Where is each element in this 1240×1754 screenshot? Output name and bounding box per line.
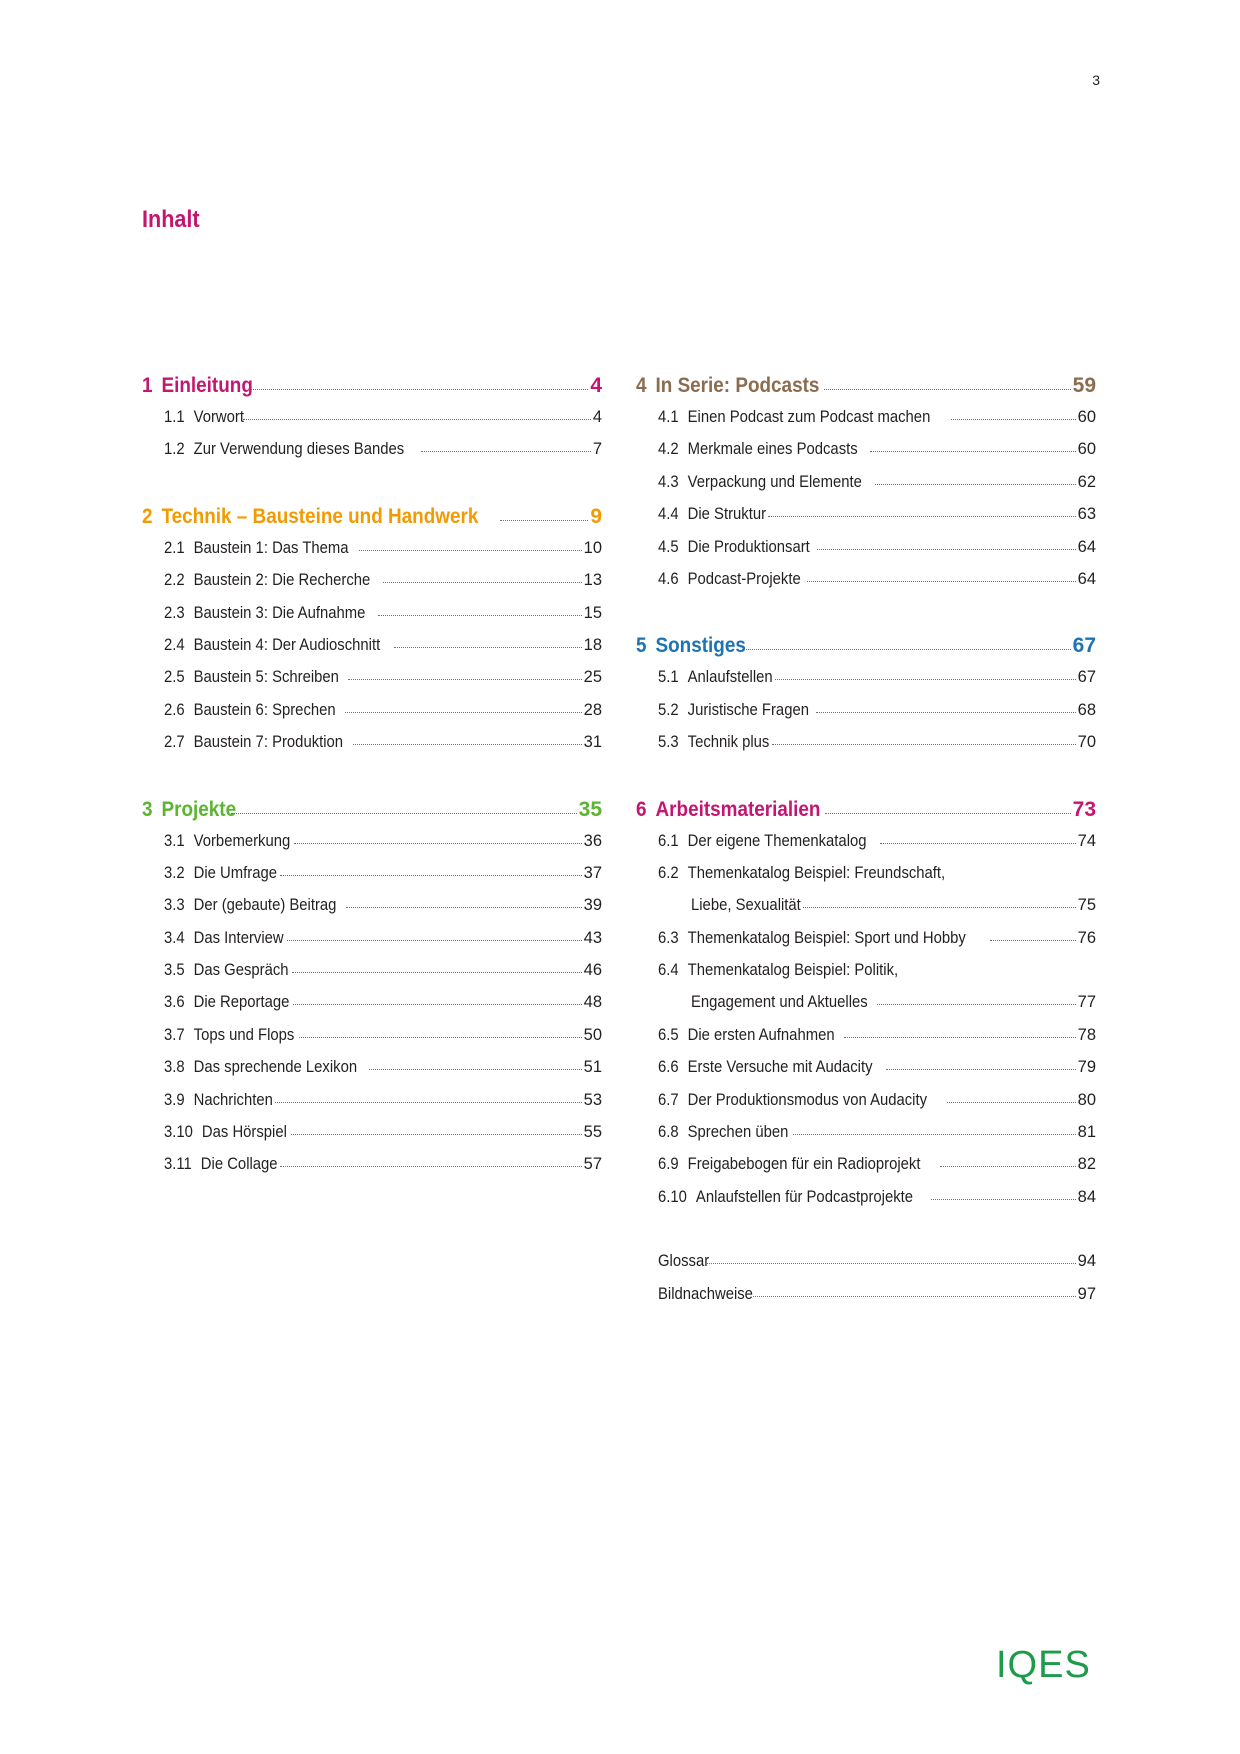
dot-leader xyxy=(816,712,1076,713)
entry-number: 6.2 xyxy=(658,863,679,882)
entry-number: 2.6 xyxy=(164,700,185,719)
entry-label xyxy=(164,929,284,948)
section-title: Projekte xyxy=(161,797,237,821)
section-number: 2 xyxy=(142,504,153,528)
entry-title: Glossar xyxy=(658,1252,710,1271)
dot-leader xyxy=(705,1263,1076,1264)
entry-label xyxy=(658,668,773,687)
entry-page: 25 xyxy=(583,668,602,687)
entry-number: 3.3 xyxy=(164,896,185,915)
toc-entry[interactable] xyxy=(636,570,1096,602)
entry-number: 1.2 xyxy=(164,440,185,459)
entry-label xyxy=(658,701,809,720)
entry-number: 3.10 xyxy=(164,1123,193,1142)
entry-number: 6.9 xyxy=(658,1155,679,1174)
entry-label xyxy=(658,538,810,557)
toc-entry-continuation[interactable] xyxy=(636,896,1096,928)
entry-title: Die ersten Aufnahmen xyxy=(687,1025,835,1044)
entry-page: 4 xyxy=(592,408,602,426)
toc-section-s3[interactable] xyxy=(142,798,602,832)
dot-leader xyxy=(359,550,582,551)
entry-page: 36 xyxy=(583,831,602,850)
entry-number: 6.5 xyxy=(658,1025,679,1044)
entry-page: 77 xyxy=(1077,993,1096,1012)
entry-page: 57 xyxy=(583,1155,602,1174)
dot-leader xyxy=(346,907,582,908)
entry-page: 60 xyxy=(1077,440,1096,459)
entry-title: Merkmale eines Podcasts xyxy=(687,440,858,459)
section-title: Technik – Bausteine und Handwerk xyxy=(161,504,479,528)
toc-entry[interactable] xyxy=(636,1123,1096,1155)
entry-title: Zur Verwendung dieses Bandes xyxy=(193,440,405,459)
dot-leader xyxy=(803,907,1076,908)
dot-leader xyxy=(931,1199,1075,1200)
dot-leader xyxy=(824,389,1071,390)
entry-title: Nachrichten xyxy=(193,1090,273,1109)
entry-number: 6.6 xyxy=(658,1058,679,1077)
entry-title: Das Interview xyxy=(193,928,284,947)
section-title: In Serie: Podcasts xyxy=(655,374,820,397)
section-title: Sonstiges xyxy=(655,634,746,658)
entry-label xyxy=(658,1026,835,1045)
entry-label xyxy=(164,961,289,980)
toc-entry[interactable] xyxy=(636,1091,1096,1123)
dot-leader xyxy=(243,419,591,420)
toc-entry[interactable] xyxy=(142,1026,602,1058)
dot-leader xyxy=(378,615,582,616)
entry-page: 46 xyxy=(583,961,602,980)
entry-number: 4.1 xyxy=(658,408,679,426)
toc-entry[interactable] xyxy=(142,701,602,733)
entry-label xyxy=(658,1091,927,1110)
iqes-logo: IQES xyxy=(996,1644,1091,1686)
entry-label xyxy=(164,440,404,459)
entry-number: 3.4 xyxy=(164,928,185,947)
entry-number: 2.3 xyxy=(164,603,185,622)
dot-leader xyxy=(951,419,1076,420)
toc-entry[interactable] xyxy=(142,668,602,700)
entry-label xyxy=(164,1091,273,1110)
toc-entry[interactable] xyxy=(142,896,602,928)
entry-label xyxy=(691,896,801,915)
entry-page: 53 xyxy=(583,1090,602,1109)
entry-title: Der (gebaute) Beitrag xyxy=(193,896,337,915)
entry-page: 63 xyxy=(1077,505,1096,524)
entry-label xyxy=(164,408,244,427)
entry-page: 62 xyxy=(1077,472,1096,491)
entry-number: 6.10 xyxy=(658,1187,687,1206)
toc-entry[interactable] xyxy=(142,832,602,864)
dot-leader xyxy=(775,679,1075,680)
toc-entry[interactable] xyxy=(636,473,1096,505)
dot-leader xyxy=(280,875,582,876)
entry-title: Erste Versuche mit Audacity xyxy=(687,1058,873,1077)
entry-number: 3.11 xyxy=(164,1155,192,1174)
entry-label xyxy=(164,896,336,915)
entry-page: 31 xyxy=(583,733,602,752)
toc-entry[interactable] xyxy=(636,929,1096,961)
entry-label xyxy=(658,440,858,459)
toc-right-column xyxy=(636,374,1096,1317)
entry-number: 3.5 xyxy=(164,961,185,980)
entry-page: 79 xyxy=(1077,1058,1096,1077)
toc-entry[interactable] xyxy=(636,733,1096,765)
entry-label xyxy=(164,993,289,1012)
entry-page: 75 xyxy=(1077,896,1096,915)
entry-label xyxy=(658,505,766,524)
section-heading xyxy=(142,374,253,398)
entry-number: 3.7 xyxy=(164,1025,185,1044)
dot-leader xyxy=(793,1134,1076,1135)
entry-page: 43 xyxy=(583,928,602,947)
section-heading xyxy=(142,505,478,529)
entry-title: Verpackung und Elemente xyxy=(687,472,862,491)
entry-page: 84 xyxy=(1077,1187,1096,1206)
dot-leader xyxy=(299,1037,582,1038)
entry-title: Die Produktionsart xyxy=(687,537,810,556)
entry-label xyxy=(658,473,862,492)
entry-page: 60 xyxy=(1077,408,1096,426)
section-number: 6 xyxy=(636,797,647,821)
entry-title: Das Hörspiel xyxy=(201,1123,287,1142)
dot-leader xyxy=(287,940,582,941)
dot-leader xyxy=(500,520,589,521)
entry-label xyxy=(164,1123,287,1142)
entry-page: 78 xyxy=(1077,1025,1096,1044)
entry-page: 55 xyxy=(583,1123,602,1142)
entry-number: 4.6 xyxy=(658,569,679,588)
entry-title: Baustein 6: Sprechen xyxy=(193,700,336,719)
page-number: 3 xyxy=(1092,72,1100,88)
dot-leader xyxy=(742,649,1071,650)
section-title: Arbeitsmaterialien xyxy=(655,797,821,821)
toc-entry[interactable] xyxy=(142,864,602,896)
dot-leader xyxy=(348,679,581,680)
entry-label xyxy=(658,733,769,752)
dot-leader xyxy=(249,389,588,390)
toc-entry[interactable] xyxy=(142,1123,602,1155)
entry-page: 51 xyxy=(583,1058,602,1077)
entry-title-continued: Liebe, Sexualität xyxy=(691,896,801,915)
dot-leader xyxy=(940,1166,1076,1167)
section-number: 3 xyxy=(142,797,153,821)
dot-leader xyxy=(292,972,581,973)
dot-leader xyxy=(275,1102,582,1103)
toc-entry[interactable] xyxy=(142,440,602,472)
toc-entry[interactable] xyxy=(636,1188,1096,1220)
entry-page: 10 xyxy=(583,538,602,557)
entry-number: 2.1 xyxy=(164,538,185,557)
toc-entry[interactable] xyxy=(142,1155,602,1187)
entry-label xyxy=(164,1058,357,1077)
toc-entry[interactable] xyxy=(636,440,1096,472)
entry-title: Tops und Flops xyxy=(193,1025,295,1044)
entry-page: 37 xyxy=(583,863,602,882)
entry-number: 6.1 xyxy=(658,831,679,850)
entry-page: 67 xyxy=(1077,668,1096,687)
entry-number: 4.2 xyxy=(658,440,679,459)
entry-title: Die Umfrage xyxy=(193,863,278,882)
page-title: Inhalt xyxy=(142,206,200,233)
entry-title: Baustein 3: Die Aufnahme xyxy=(193,603,366,622)
toc-entry[interactable] xyxy=(142,1091,602,1123)
toc-section-s5[interactable] xyxy=(636,634,1096,668)
entry-label xyxy=(658,1252,709,1271)
toc-section-s1[interactable] xyxy=(142,374,602,408)
toc-entry[interactable] xyxy=(142,929,602,961)
entry-number: 3.6 xyxy=(164,993,185,1012)
entry-page: 76 xyxy=(1077,928,1096,947)
entry-title: Der Produktionsmodus von Audacity xyxy=(687,1090,928,1109)
entry-label xyxy=(164,539,349,558)
dot-leader xyxy=(870,451,1076,452)
entry-number: 2.2 xyxy=(164,571,185,590)
toc-entry[interactable] xyxy=(142,571,602,603)
entry-label xyxy=(164,604,365,623)
entry-label xyxy=(658,1155,920,1174)
entry-page: 97 xyxy=(1077,1284,1096,1303)
toc-entry[interactable] xyxy=(636,832,1096,864)
entry-page: 50 xyxy=(583,1025,602,1044)
dot-leader xyxy=(947,1102,1076,1103)
toc-left-column xyxy=(142,374,602,1188)
entry-title: Bildnachweise xyxy=(658,1284,753,1303)
toc-extra-entry[interactable] xyxy=(636,1252,1096,1284)
entry-page: 39 xyxy=(583,896,602,915)
dot-leader xyxy=(886,1069,1075,1070)
toc-section-s2[interactable] xyxy=(142,505,602,539)
dot-leader xyxy=(394,647,581,648)
entry-page: 82 xyxy=(1077,1155,1096,1174)
section-heading xyxy=(636,374,819,398)
entry-title: Sprechen üben xyxy=(687,1123,789,1142)
toc-entry[interactable] xyxy=(142,604,602,636)
dot-leader xyxy=(772,744,1076,745)
entry-number: 2.7 xyxy=(164,733,185,752)
entry-number: 2.4 xyxy=(164,635,185,654)
entry-page: 64 xyxy=(1077,569,1096,588)
entry-title: Themenkatalog Beispiel: Sport und Hobby xyxy=(687,928,966,947)
dot-leader xyxy=(875,484,1076,485)
entry-page: 28 xyxy=(583,700,602,719)
entry-title: Baustein 5: Schreiben xyxy=(193,668,339,687)
dot-leader xyxy=(291,1134,582,1135)
dot-leader xyxy=(880,843,1076,844)
dot-leader xyxy=(353,744,582,745)
toc-entry[interactable] xyxy=(142,408,602,440)
entry-label xyxy=(164,1026,294,1045)
dot-leader xyxy=(421,451,591,452)
section-heading xyxy=(636,798,820,822)
toc-entry[interactable] xyxy=(636,961,1096,993)
section-number: 5 xyxy=(636,634,647,658)
section-spacer xyxy=(636,602,1096,634)
entry-number: 1.1 xyxy=(164,408,185,426)
entry-title: Anlaufstellen xyxy=(687,668,773,687)
section-spacer xyxy=(142,473,602,505)
entry-label xyxy=(658,570,801,589)
entry-title: Die Struktur xyxy=(687,505,767,524)
dot-leader xyxy=(817,549,1076,550)
entry-number: 5.1 xyxy=(658,668,679,687)
entry-title: Vorwort xyxy=(193,408,244,426)
dot-leader xyxy=(877,1004,1075,1005)
section-page: 9 xyxy=(590,504,602,528)
entry-number: 2.5 xyxy=(164,668,185,687)
entry-page: 48 xyxy=(583,993,602,1012)
entry-number: 6.8 xyxy=(658,1123,679,1142)
entry-title: Themenkatalog Beispiel: Freundschaft, xyxy=(687,863,946,882)
entry-number: 4.5 xyxy=(658,537,679,556)
toc-entry[interactable] xyxy=(636,538,1096,570)
toc-entry[interactable] xyxy=(636,1058,1096,1090)
entry-label xyxy=(164,864,277,883)
entry-page: 68 xyxy=(1077,700,1096,719)
entry-title: Das Gespräch xyxy=(193,961,289,980)
entry-page: 74 xyxy=(1077,831,1096,850)
entry-number: 3.2 xyxy=(164,863,185,882)
toc-section-s6[interactable] xyxy=(636,798,1096,832)
section-page: 67 xyxy=(1072,634,1096,658)
section-heading xyxy=(142,798,236,822)
toc-entry[interactable] xyxy=(636,1026,1096,1058)
dot-leader xyxy=(807,581,1076,582)
entry-label xyxy=(691,993,868,1012)
toc-entry[interactable] xyxy=(636,668,1096,700)
toc-entry[interactable] xyxy=(636,1155,1096,1187)
section-spacer xyxy=(142,766,602,798)
entry-page: 81 xyxy=(1077,1123,1096,1142)
entry-page: 15 xyxy=(583,603,602,622)
entry-label xyxy=(164,701,336,720)
entry-number: 3.9 xyxy=(164,1090,185,1109)
entry-title: Baustein 4: Der Audioschnitt xyxy=(193,635,381,654)
entry-number: 3.8 xyxy=(164,1058,185,1077)
entry-label xyxy=(658,1123,788,1142)
section-page: 59 xyxy=(1072,374,1096,397)
toc-entry[interactable] xyxy=(142,1058,602,1090)
entry-title: Podcast-Projekte xyxy=(687,569,801,588)
section-number: 1 xyxy=(142,374,153,397)
entry-number: 4.3 xyxy=(658,472,679,491)
entry-title: Einen Podcast zum Podcast machen xyxy=(687,408,931,426)
entry-label xyxy=(658,1188,913,1207)
entry-label xyxy=(658,408,930,427)
section-number: 4 xyxy=(636,374,647,397)
entry-label xyxy=(658,1058,873,1077)
toc-entry[interactable] xyxy=(142,733,602,765)
section-heading xyxy=(636,634,746,658)
toc-entry[interactable] xyxy=(142,539,602,571)
dot-leader xyxy=(231,813,577,814)
dot-leader xyxy=(293,1004,581,1005)
entry-title-continued: Engagement und Aktuelles xyxy=(691,993,868,1012)
entry-title: Baustein 1: Das Thema xyxy=(193,538,349,557)
entry-title: Vorbemerkung xyxy=(193,831,291,850)
toc-entry[interactable] xyxy=(142,636,602,668)
entry-number: 6.4 xyxy=(658,961,679,980)
dot-leader xyxy=(383,582,581,583)
entry-number: 6.7 xyxy=(658,1090,679,1109)
dot-leader xyxy=(990,940,1076,941)
entry-title: Baustein 2: Die Recherche xyxy=(193,571,371,590)
entry-label xyxy=(164,832,290,851)
entry-title: Der eigene Themenkatalog xyxy=(687,831,867,850)
section-spacer xyxy=(636,766,1096,798)
entry-label xyxy=(658,1285,753,1304)
dot-leader xyxy=(280,1166,581,1167)
entry-label xyxy=(658,961,898,980)
entry-page: 70 xyxy=(1077,733,1096,752)
toc-entry-continuation[interactable] xyxy=(636,993,1096,1025)
dot-leader xyxy=(753,1296,1075,1297)
entry-title: Freigabebogen für ein Radioprojekt xyxy=(687,1155,921,1174)
entry-page: 94 xyxy=(1077,1252,1096,1271)
entry-number: 5.3 xyxy=(658,733,679,752)
entry-title: Juristische Fragen xyxy=(687,700,809,719)
entry-page: 80 xyxy=(1077,1090,1096,1109)
entry-title: Technik plus xyxy=(687,733,770,752)
entry-title: Anlaufstellen für Podcastprojekte xyxy=(695,1187,914,1206)
dot-leader xyxy=(345,712,582,713)
toc-entry[interactable] xyxy=(142,993,602,1025)
entry-label xyxy=(658,832,867,851)
dot-leader xyxy=(369,1069,582,1070)
entry-number: 6.3 xyxy=(658,928,679,947)
toc-entry[interactable] xyxy=(636,864,1096,896)
entry-number: 5.2 xyxy=(658,700,679,719)
entry-label xyxy=(164,668,339,687)
entry-title: Themenkatalog Beispiel: Politik, xyxy=(687,961,899,980)
entry-label xyxy=(164,636,380,655)
toc-section-s4[interactable] xyxy=(636,374,1096,408)
entry-label xyxy=(658,864,945,883)
entry-page: 18 xyxy=(583,635,602,654)
entry-number: 4.4 xyxy=(658,505,679,524)
section-title: Einleitung xyxy=(161,374,253,397)
entry-label xyxy=(658,929,966,948)
entry-page: 64 xyxy=(1077,537,1096,556)
section-spacer xyxy=(636,1220,1096,1252)
entry-number: 3.1 xyxy=(164,831,185,850)
section-page: 4 xyxy=(590,374,602,397)
toc-entry[interactable] xyxy=(142,961,602,993)
entry-title: Baustein 7: Produktion xyxy=(193,733,344,752)
dot-leader xyxy=(825,813,1071,814)
entry-page: 7 xyxy=(592,440,602,459)
dot-leader xyxy=(294,843,581,844)
entry-title: Die Collage xyxy=(200,1155,278,1174)
toc-entry[interactable] xyxy=(636,701,1096,733)
section-page: 35 xyxy=(578,797,602,821)
entry-title: Die Reportage xyxy=(193,993,290,1012)
dot-leader xyxy=(844,1037,1075,1038)
toc-extra-entry[interactable] xyxy=(636,1285,1096,1317)
entry-label xyxy=(164,1155,278,1174)
toc-entry[interactable] xyxy=(636,505,1096,537)
entry-label xyxy=(164,733,343,752)
entry-page: 13 xyxy=(583,571,602,590)
entry-label xyxy=(164,571,370,590)
section-page: 73 xyxy=(1072,797,1096,821)
entry-title: Das sprechende Lexikon xyxy=(193,1058,358,1077)
toc-entry[interactable] xyxy=(636,408,1096,440)
dot-leader xyxy=(768,516,1076,517)
